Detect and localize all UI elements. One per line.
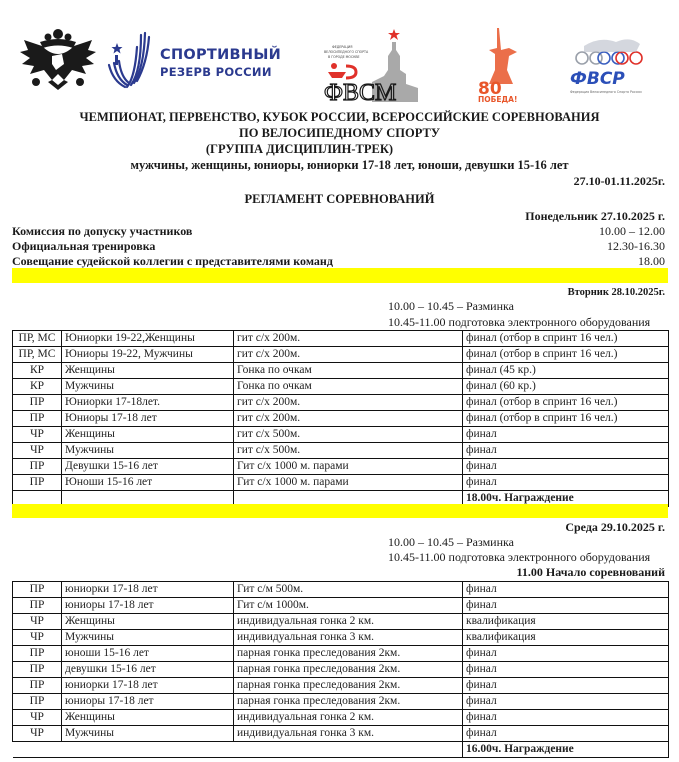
row-stage: финал (отбор в спринт 16 чел.): [463, 395, 669, 411]
row-discipline: индивидуальная гонка 2 км.: [234, 710, 463, 726]
table-row: [13, 347, 669, 363]
day1-item-label: Комиссия по допуску участников: [12, 224, 193, 238]
row-discipline: гит с/х 500м.: [234, 443, 463, 459]
svg-text:Федерация Велосипедного Спорта: Федерация Велосипедного Спорта России: [570, 90, 642, 94]
table-row: [13, 710, 669, 726]
row-group: Юниорки 17-18лет.: [62, 395, 234, 411]
row-group: Юниорки 19-22,Женщины: [62, 331, 234, 347]
row-code: КР: [13, 379, 62, 395]
day1-item-label: Совещание судейской коллегии с представителями команд: [12, 254, 333, 268]
row-discipline: Гонка по очкам: [234, 379, 463, 395]
svg-text:80: 80: [478, 79, 502, 99]
row-code: ПР: [13, 662, 62, 678]
title-line-2: ПО ВЕЛОСИПЕДНОМУ СПОРТУ: [239, 126, 440, 140]
row-group: Женщины: [62, 427, 234, 443]
row-code: ПР: [13, 582, 62, 598]
highlight-separator: [12, 268, 668, 283]
row-code: ЧР: [13, 427, 62, 443]
row-code: ПР: [13, 411, 62, 427]
row-group: Юноши 15-16 лет: [62, 475, 234, 491]
moscow-cycling-federation-logo: [322, 26, 422, 104]
day2-date: Вторник 28.10.2025г.: [567, 287, 665, 298]
row-stage: финал: [463, 710, 669, 726]
table-row: [13, 614, 669, 630]
row-code: ПР: [13, 678, 62, 694]
row-stage: финал (отбор в спринт 16 чел.): [463, 331, 669, 347]
row-stage: финал (45 кр.): [463, 363, 669, 379]
row-stage: финал: [463, 443, 669, 459]
svg-text:ФВСМ: ФВСМ: [324, 80, 397, 104]
table-row: [13, 694, 669, 710]
day3-warmup: 10.00 – 10.45 – Разминка: [388, 535, 514, 549]
row-stage: финал: [463, 582, 669, 598]
row-stage: финал (60 кр.): [463, 379, 669, 395]
row-group: Мужчины: [62, 379, 234, 395]
victory-80-logo: [475, 26, 525, 104]
table-row: [13, 598, 669, 614]
svg-text:ФЕДЕРАЦИЯ: ФЕДЕРАЦИЯ: [332, 45, 353, 49]
categories-line: мужчины, женщины, юниоры, юниорки 17-18 лет, юноши, девушки 15-16 лет: [130, 158, 569, 172]
day1-item-time: 10.00 – 12.00: [599, 224, 665, 238]
row-discipline: индивидуальная гонка 3 км.: [234, 726, 463, 742]
table-row: [13, 646, 669, 662]
svg-text:ВЕЛОСИПЕДНОГО СПОРТА: ВЕЛОСИПЕДНОГО СПОРТА: [324, 50, 369, 54]
row-discipline: парная гонка преследования 2км.: [234, 662, 463, 678]
row-group: Женщины: [62, 614, 234, 630]
row-code: ПР: [13, 395, 62, 411]
row-code: ЧР: [13, 614, 62, 630]
row-discipline: Гит с/м 1000м.: [234, 598, 463, 614]
row-discipline: гит с/х 200м.: [234, 411, 463, 427]
row-discipline: Гонка по очкам: [234, 363, 463, 379]
row-stage: финал (отбор в спринт 16 чел.): [463, 411, 669, 427]
row-discipline: индивидуальная гонка 2 км.: [234, 614, 463, 630]
row-discipline: индивидуальная гонка 3 км.: [234, 630, 463, 646]
cyclists-icon: [560, 34, 644, 98]
table-row: [13, 331, 669, 347]
row-code: ЧР: [13, 710, 62, 726]
table-row: [13, 678, 669, 694]
row-stage: финал: [463, 678, 669, 694]
row-group: девушки 15-16 лет: [62, 662, 234, 678]
day3-start: 11.00 Начало соревнований: [516, 565, 665, 579]
row-code: ПР, МС: [13, 347, 62, 363]
day1-item-time: 12.30-16.30: [607, 239, 665, 253]
row-group: юниорки 17-18 лет: [62, 678, 234, 694]
row-code: ЧР: [13, 443, 62, 459]
row-stage: финал: [463, 694, 669, 710]
row-code: ПР: [13, 459, 62, 475]
row-discipline: гит с/х 200м.: [234, 395, 463, 411]
sport-reserve-line2: РЕЗЕРВ РОССИИ: [160, 65, 272, 79]
row-stage: финал: [463, 646, 669, 662]
row-group: юноши 15-16 лет: [62, 646, 234, 662]
row-code: ЧР: [13, 630, 62, 646]
svg-text:В ГОРОДЕ МОСКВЕ: В ГОРОДЕ МОСКВЕ: [328, 55, 360, 59]
row-group: Юниоры 19-22, Мужчины: [62, 347, 234, 363]
table-row: [13, 411, 669, 427]
row-discipline: гит с/х 200м.: [234, 347, 463, 363]
row-group: юниорки 17-18 лет: [62, 582, 234, 598]
row-stage: финал: [463, 598, 669, 614]
highlight-separator: [12, 504, 668, 518]
russian-coat-of-arms-logo: [18, 24, 98, 94]
table-row: [13, 459, 669, 475]
title-line-3: (ГРУППА ДИСЦИПЛИН-ТРЕК): [205, 142, 394, 156]
svg-text:ФВСР: ФВСР: [570, 69, 625, 89]
row-code: ПР: [13, 475, 62, 491]
row-group: Мужчины: [62, 726, 234, 742]
table-row: [13, 726, 669, 742]
row-discipline: парная гонка преследования 2км.: [234, 678, 463, 694]
day2-prep: 10.45-11.00 подготовка электронного оборудования: [388, 315, 651, 329]
row-group: Девушки 15-16 лет: [62, 459, 234, 475]
table-row: [13, 630, 669, 646]
day3-date: Среда 29.10.2025 г.: [565, 520, 665, 534]
table-row: [13, 427, 669, 443]
row-group: юниоры 17-18 лет: [62, 694, 234, 710]
row-discipline: парная гонка преследования 2км.: [234, 646, 463, 662]
row-stage: финал: [463, 726, 669, 742]
row-group: Женщины: [62, 710, 234, 726]
row-code: КР: [13, 363, 62, 379]
row-stage: финал: [463, 662, 669, 678]
logo-header: [0, 0, 679, 108]
row-stage: квалификация: [463, 614, 669, 630]
table-row: [13, 363, 669, 379]
row-discipline: гит с/х 500м.: [234, 427, 463, 443]
table-row: [13, 582, 669, 598]
table-row: [13, 443, 669, 459]
sport-reserve-line1: СПОРТИВНЫЙ: [160, 47, 282, 63]
day1-item-label: Официальная тренировка: [12, 239, 156, 253]
row-stage: финал: [463, 475, 669, 491]
row-discipline: Гит с/м 500м.: [234, 582, 463, 598]
row-stage: финал: [463, 459, 669, 475]
row-discipline: парная гонка преследования 2км.: [234, 694, 463, 710]
row-code: ПР: [13, 598, 62, 614]
row-discipline: Гит с/х 1000 м. парами: [234, 475, 463, 491]
row-code: ПР: [13, 694, 62, 710]
award-time: 18.00ч. Награждение: [463, 491, 669, 507]
row-stage: финал: [463, 427, 669, 443]
day3-prep: 10.45-11.00 подготовка электронного оборудования: [388, 550, 651, 564]
fvsr-logo: [560, 34, 644, 98]
motherland-statue-icon: [475, 26, 525, 104]
table-row: [13, 475, 669, 491]
award-row: [13, 742, 669, 758]
award-time: 16.00ч. Награждение: [463, 742, 669, 758]
day3-schedule-table: [12, 581, 669, 758]
kremlin-tower-icon: [322, 26, 422, 104]
table-row: [13, 662, 669, 678]
svg-text:ПОБЕДА!: ПОБЕДА!: [478, 95, 518, 104]
row-discipline: гит с/х 200м.: [234, 331, 463, 347]
day2-schedule-table: [12, 330, 669, 507]
row-group: Женщины: [62, 363, 234, 379]
table-row: [13, 379, 669, 395]
row-group: юниоры 17-18 лет: [62, 598, 234, 614]
row-group: Мужчины: [62, 630, 234, 646]
double-headed-eagle-icon: [18, 24, 98, 94]
row-group: Мужчины: [62, 443, 234, 459]
row-stage: квалификация: [463, 630, 669, 646]
row-code: ПР: [13, 646, 62, 662]
row-code: ЧР: [13, 726, 62, 742]
row-discipline: Гит с/х 1000 м. парами: [234, 459, 463, 475]
document-title: РЕГЛАМЕНТ СОРЕВНОВАНИЙ: [244, 192, 435, 206]
title-line-1: ЧЕМПИОНАТ, ПЕРВЕНСТВО, КУБОК РОССИИ, ВСЕРОССИЙСКИЕ СОРЕВНОВАНИЯ: [79, 110, 600, 124]
sport-reserve-logo: [105, 27, 305, 93]
event-dates: 27.10-01.11.2025г.: [573, 174, 665, 188]
row-group: Юниоры 17-18 лет: [62, 411, 234, 427]
table-row: [13, 395, 669, 411]
row-code: ПР, МС: [13, 331, 62, 347]
row-stage: финал (отбор в спринт 16 чел.): [463, 347, 669, 363]
day1-item-time: 18.00: [638, 254, 665, 268]
day2-warmup: 10.00 – 10.45 – Разминка: [388, 299, 514, 313]
sport-reserve-emblem-icon: [105, 27, 151, 93]
day1-date: Понедельник 27.10.2025 г.: [525, 209, 665, 223]
